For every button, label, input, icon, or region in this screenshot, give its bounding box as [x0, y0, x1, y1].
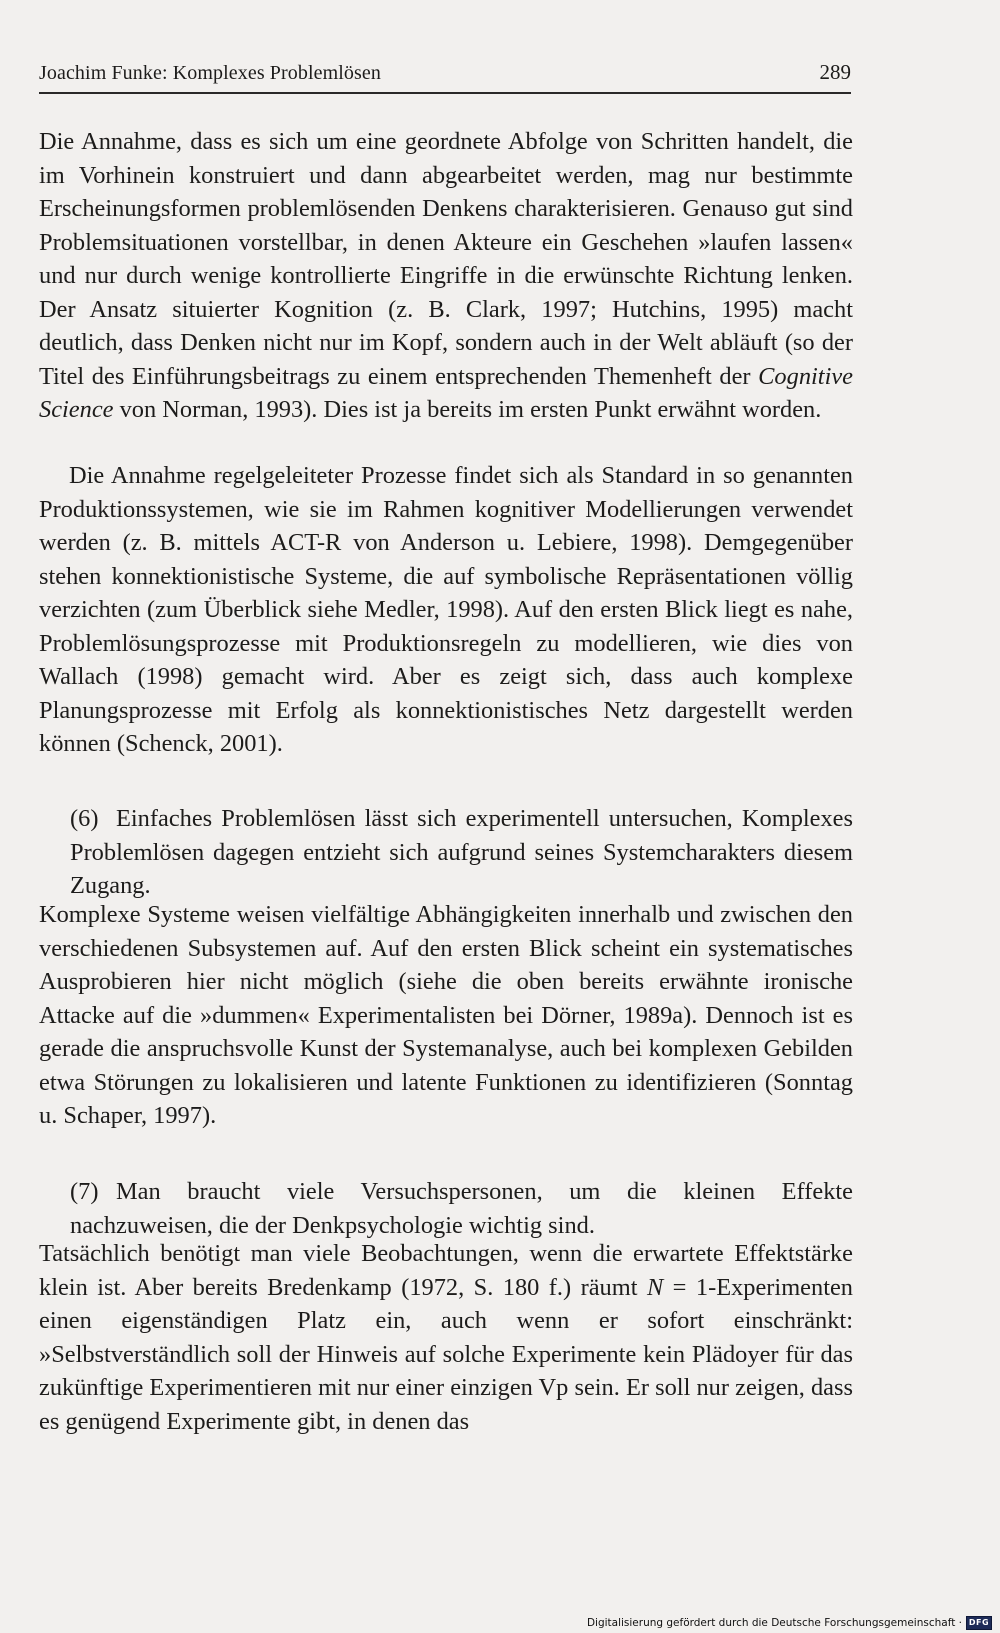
variable-n: N [646, 1273, 664, 1301]
paragraph-4-text: Tatsächlich benötigt man viele Beobachtungen, wenn die erwartete Effektstärke klein ist. Aber bereits Bredenkamp (1972, S. 180 f.) räumt [39, 1240, 853, 1301]
paragraph-3 [39, 898, 853, 1133]
paragraph-4 [39, 1237, 853, 1438]
dfg-logo-icon: DFG [966, 1616, 992, 1630]
journal-title: Cognitive Science [39, 362, 853, 423]
paragraph-2 [39, 459, 853, 761]
running-header [39, 58, 851, 94]
thesis-6-text: Einfaches Problemlösen lässt sich experimentell untersuchen, Komplexes Problemlösen dagegen entzieht sich aufgrund seines Systemcharakters diesem Zugang. [70, 805, 853, 900]
paragraph-1 [39, 125, 853, 427]
thesis-6-number: (6) [70, 805, 99, 833]
paragraph-3-text: Komplexe Systeme weisen vielfältige Abhängigkeiten innerhalb und zwischen den verschiedenen Subsystemen auf. Auf den ersten Blick scheint ein systematisches Ausprobieren hier nicht möglich (siehe die oben bereits erwähnte ironische Attacke auf die »dummen« Experimentalisten bei Dörner, 1989a). Dennoch ist es gerade die anspruchsvolle Kunst der Systemanalyse, auch bei komplexen Gebilden etwa Störungen zu lokalisieren und latente Funktionen zu identifizieren (Sonntag u. Schaper, 1997). [39, 901, 853, 1129]
page-number: 289 [819, 60, 851, 84]
paragraph-2-text: Die Annahme regelgeleiteter Prozesse findet sich als Standard in so genannten Produktionssystemen, wie sie im Rahmen kognitiver Modellierungen verwendet werden (z. B. mittels ACT-R von Anderson u. Lebiere, 1998). Demgegenüber stehen konnektionistische Systeme, die auf symbolische Repräsentationen völlig verzichten (zum Überblick siehe Medler, 1998). Auf den ersten Blick liegt es nahe, Problemlösungsprozesse mit Produktionsregeln zu modellieren, wie dies von Wallach (1998) gemacht wird. Aber es zeigt sich, dass auch komplexe Planungsprozesse mit Erfolg als konnektionistisches Netz dargestellt werden können (Schenck, 2001). [39, 462, 853, 757]
paragraph-4-end: = 1-Experimenten einen eigenständigen Platz ein, auch wenn er sofort einschränkt: »Selbstverständlich soll der Hinweis auf solche Experimente kein Plädoyer für das zukünftige Experimentieren mit nur einer einzigen Vp sein. Er soll nur zeigen, dass es genügend Experimente gibt, in denen das [39, 1273, 853, 1435]
thesis-7-number: (7) [70, 1178, 99, 1206]
digitization-footer [587, 1616, 992, 1630]
paragraph-1-end: von Norman, 1993). Dies ist ja bereits im ersten Punkt erwähnt worden. [113, 396, 822, 423]
thesis-7-text: Man braucht viele Versuchspersonen, um die kleinen Effekte nachzuweisen, die der Denkpsychologie wichtig sind. [70, 1178, 853, 1239]
running-title: Joachim Funke: Komplexes Problemlösen [39, 62, 381, 84]
footer-credit: Digitalisierung gefördert durch die Deutsche Forschungsgemeinschaft · [586, 1617, 962, 1629]
paragraph-1-text: Die Annahme, dass es sich um eine geordnete Abfolge von Schritten handelt, die im Vorhinein konstruiert und dann abgearbeitet werden, mag nur bestimmte Erscheinungsformen problemlösenden Denkens charakterisieren. Genauso gut sind Problemsituationen vorstellbar, in denen Akteure ein Geschehen »laufen lassen« und nur durch wenige kontrollierte Eingriffe in die erwünschte Richtung lenken. Der Ansatz situierter Kognition (z. B. Clark, 1997; Hutchins, 1995) macht deutlich, dass Denken nicht nur im Kopf, sondern auch in der Welt abläuft (so der Titel des Einführungsbeitrags zu einem entsprechenden Themenheft der [39, 128, 853, 390]
